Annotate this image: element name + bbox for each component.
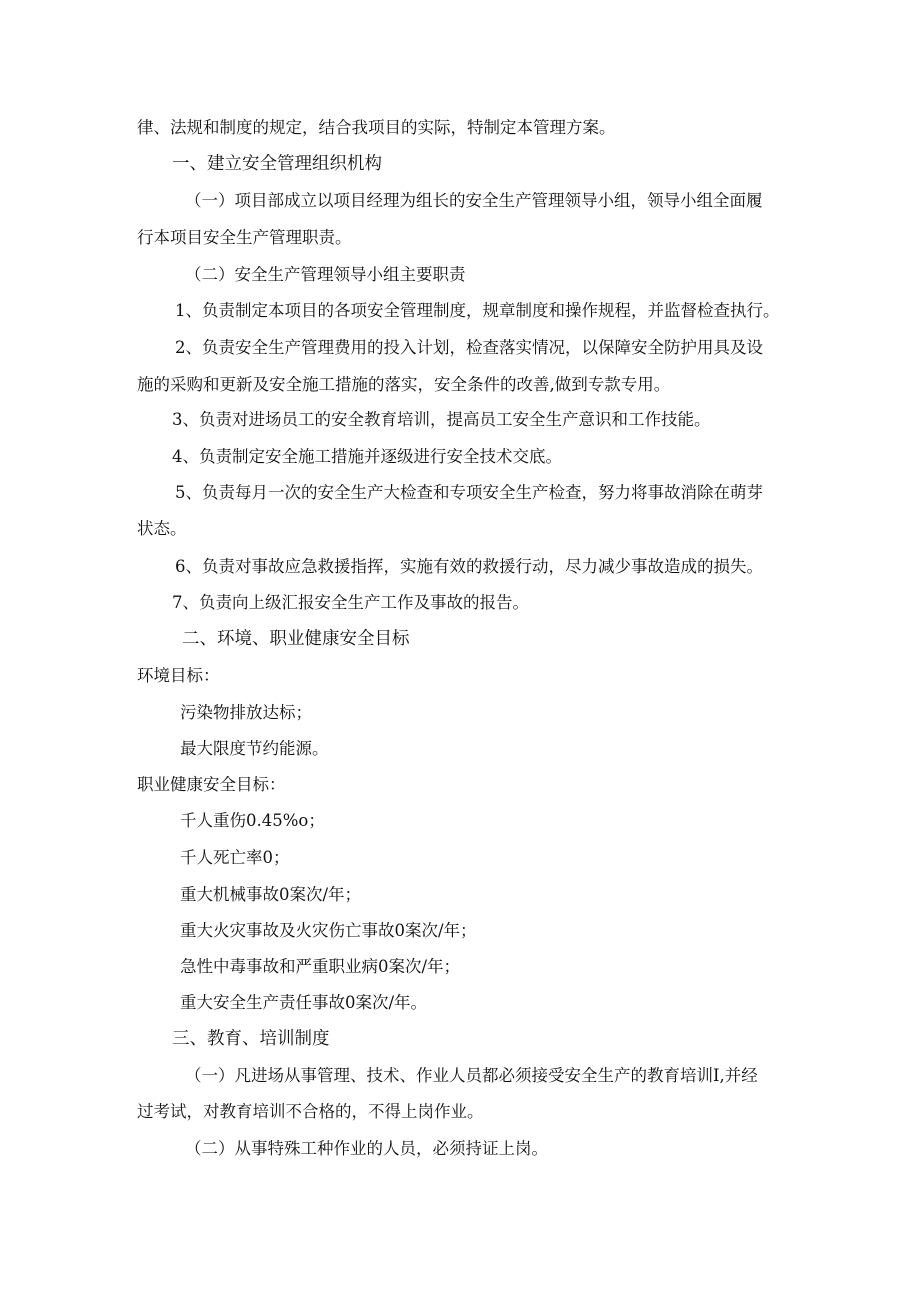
list-item: 重大火灾事故及火灾伤亡事故0案次/年； xyxy=(180,921,477,940)
list-item: 急性中毒事故和严重职业病0案次/年； xyxy=(180,957,461,976)
target-heading: 环境目标： xyxy=(137,666,220,685)
section-heading: 一、建立安全管理组织机构 xyxy=(172,154,382,174)
paragraph-line: 施的采购和更新及安全施工措施的落实，安全条件的改善,做到专款专用。 xyxy=(137,375,671,394)
list-item: 5、负责每月一次的安全生产大检查和专项安全生产检查，努力将事故消除在萌芽 xyxy=(175,483,763,502)
list-item: 千人重伤0.45%o； xyxy=(180,811,325,830)
list-item: 重大安全生产责任事故0案次/年。 xyxy=(180,993,428,1012)
list-item: 6、负责对事故应急救援指挥，实施有效的救援行动，尽力减少事故造成的损失。 xyxy=(175,557,763,576)
paragraph-line: 状态。 xyxy=(137,519,187,538)
list-item: 重大机械事故0案次/年； xyxy=(180,885,362,904)
list-item: 7、负责向上级汇报安全生产工作及事故的报告。 xyxy=(172,593,529,612)
list-item: 千人死亡率0； xyxy=(180,848,290,867)
section-heading: 三、教育、培训制度 xyxy=(172,1029,330,1049)
list-item: 最大限度节约能源。 xyxy=(180,739,329,758)
target-heading: 职业健康安全目标： xyxy=(137,775,286,794)
paragraph-line: （二）从事特殊工种作业的人员，必须持证上岗。 xyxy=(185,1139,548,1158)
paragraph-line: 行本项目安全生产管理职责。 xyxy=(137,228,352,247)
section-heading: 二、环境、职业健康安全目标 xyxy=(182,629,410,649)
list-item: 4、负责制定安全施工措施并逐级进行安全技术交底。 xyxy=(172,447,562,466)
subsection-heading: （二）安全生产管理领导小组主要职责 xyxy=(185,265,466,284)
paragraph-line: （一）项目部成立以项目经理为组长的安全生产管理领导小组，领导小组全面履 xyxy=(185,191,763,210)
paragraph-line: 过考试，对教育培训不合格的，不得上岗作业。 xyxy=(137,1102,484,1121)
list-item: 3、负责对进场员工的安全教育培训，提高员工安全生产意识和工作技能。 xyxy=(172,410,711,429)
list-item: 污染物排放达标； xyxy=(180,703,312,722)
paragraph-line: 律、法规和制度的规定，结合我项目的实际，特制定本管理方案。 xyxy=(137,118,616,137)
list-item: 2、负责安全生产管理费用的投入计划，检查落实情况，以保障安全防护用具及设 xyxy=(175,338,763,357)
list-item: 1、负责制定本项目的各项安全管理制度，规章制度和操作规程，并监督检查执行。 xyxy=(175,301,780,320)
paragraph-line: （一）凡进场从事管理、技术、作业人员都必须接受安全生产的教育培训I,并经 xyxy=(185,1066,758,1085)
